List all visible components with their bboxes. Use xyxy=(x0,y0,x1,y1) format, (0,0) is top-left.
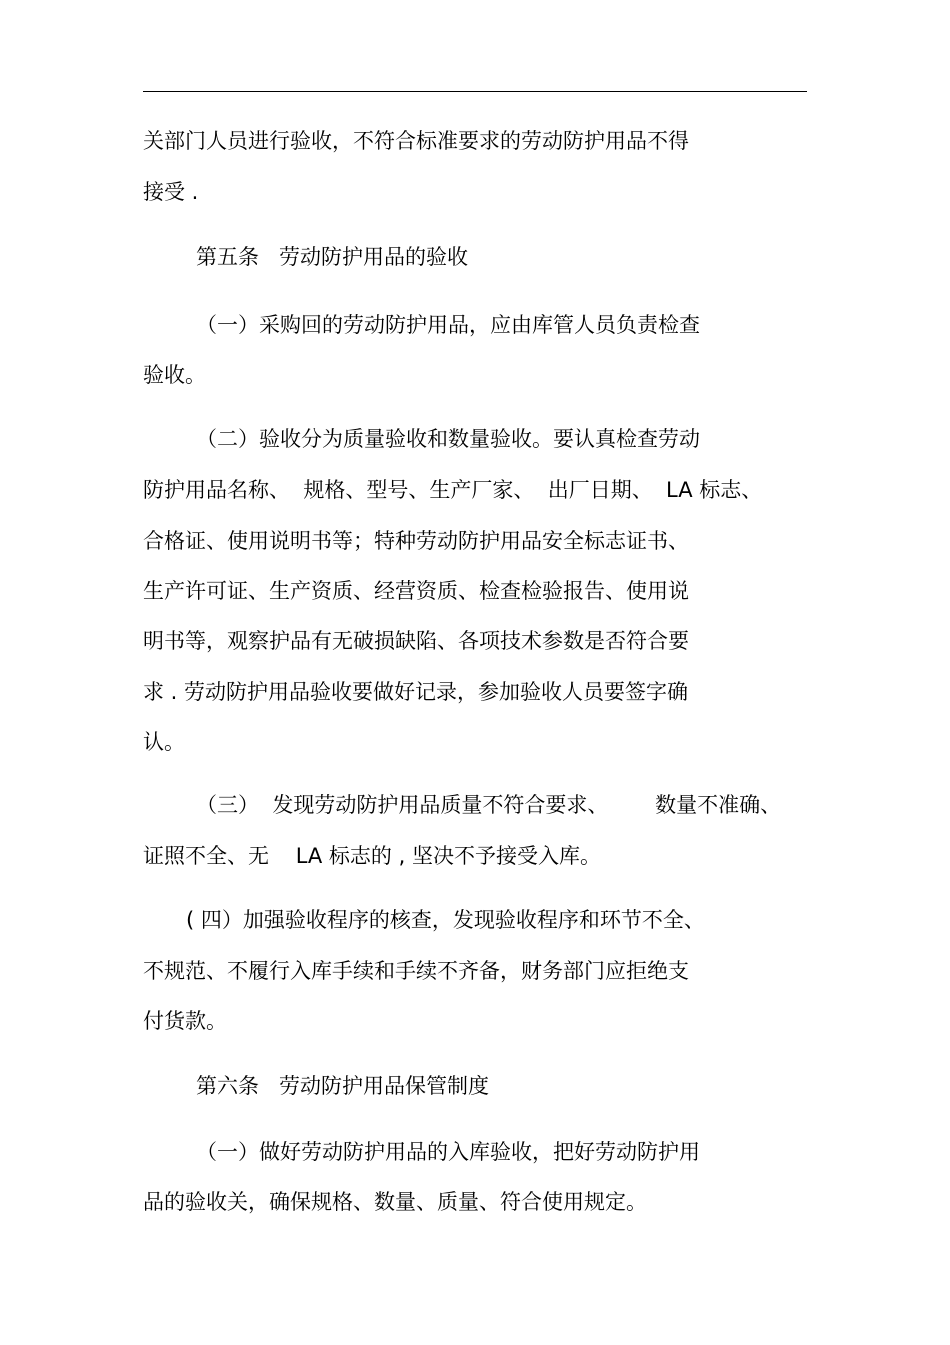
section-heading: 第五条 劳动防护用品的验收 xyxy=(196,245,469,269)
text-line: 证照不全、无 LA 标志的 , 坚决不予接受入库。 xyxy=(143,844,601,868)
text-line: （二）验收分为质量验收和数量验收。要认真检查劳动 xyxy=(196,427,700,451)
text-line: 明书等，观察护品有无破损缺陷、各项技术参数是否符合要 xyxy=(143,629,689,653)
text-line: （一）采购回的劳动防护用品，应由库管人员负责检查 xyxy=(196,313,700,337)
text-line: 不规范、不履行入库手续和手续不齐备，财务部门应拒绝支 xyxy=(143,959,689,983)
text-line: ( 四）加强验收程序的核查，发现验收程序和环节不全、 xyxy=(186,908,705,932)
section-heading: 第六条 劳动防护用品保管制度 xyxy=(196,1074,490,1098)
text-line: 生产许可证、生产资质、经营资质、检查检验报告、使用说 xyxy=(143,579,689,603)
text-line: 认。 xyxy=(143,730,185,754)
text-line: 品的验收关，确保规格、数量、质量、符合使用规定。 xyxy=(143,1190,647,1214)
text-line: 付货款。 xyxy=(143,1009,227,1033)
header-rule xyxy=(143,91,807,92)
text-line: （三） 发现劳动防护用品质量不符合要求、 数量不准确、 xyxy=(196,793,782,817)
text-line: （一）做好劳动防护用品的入库验收，把好劳动防护用 xyxy=(196,1140,700,1164)
text-line: 关部门人员进行验收，不符合标准要求的劳动防护用品不得 xyxy=(143,129,689,153)
text-line: 合格证、使用说明书等；特种劳动防护用品安全标志证书、 xyxy=(143,529,689,553)
text-line: 防护用品名称、 规格、型号、生产厂家、 出厂日期、 LA 标志、 xyxy=(143,478,763,502)
text-line: 接受 . xyxy=(143,180,199,204)
text-line: 验收。 xyxy=(143,363,206,387)
text-line: 求 . 劳动防护用品验收要做好记录，参加验收人员要签字确 xyxy=(143,680,689,704)
